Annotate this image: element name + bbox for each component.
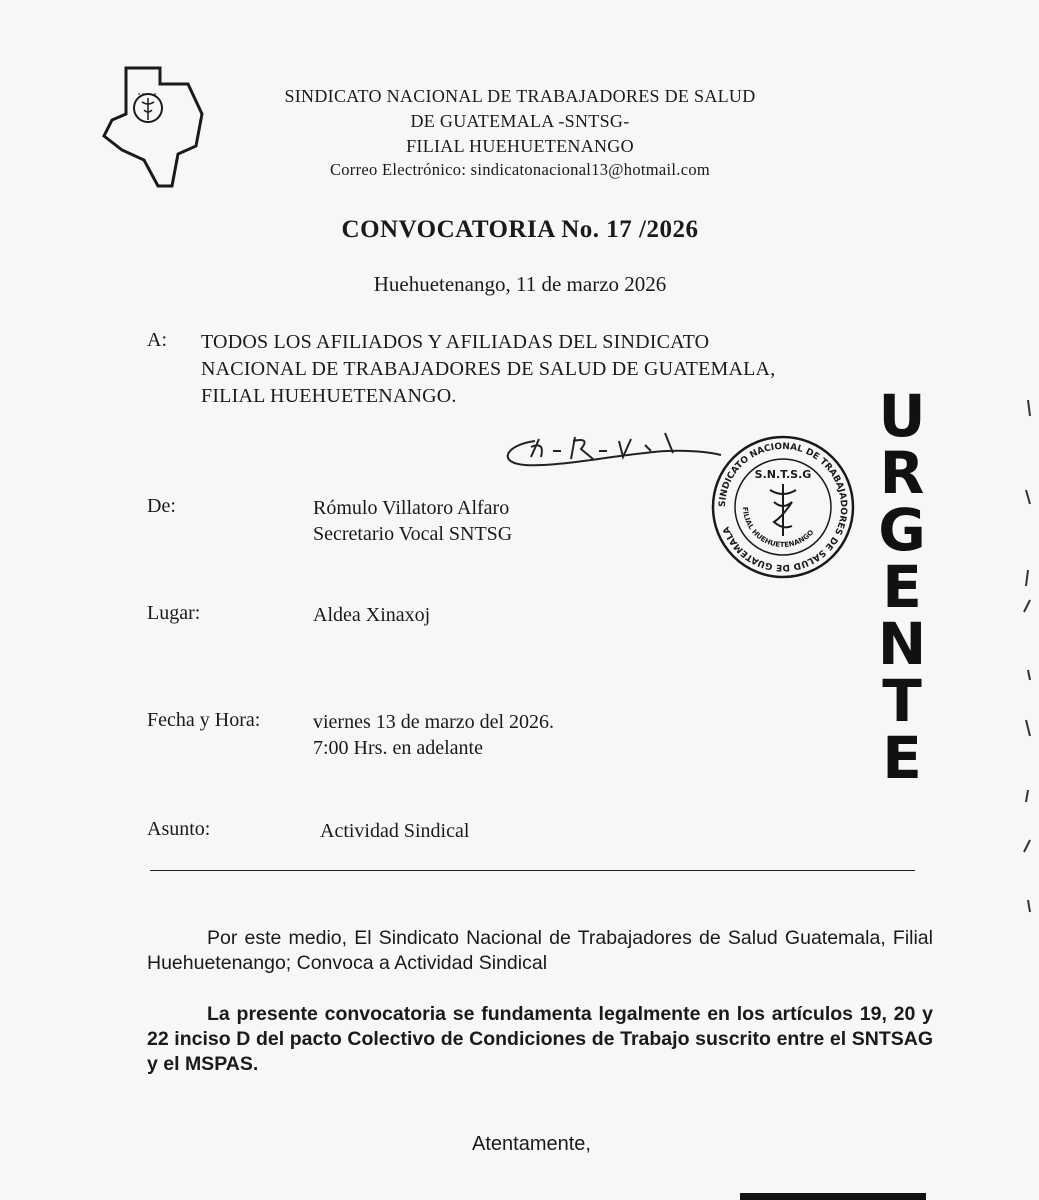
datetime-date: viernes 13 de marzo del 2026. (313, 711, 555, 733)
svg-text:FILIAL HUEHUETENANGO (741, 507, 815, 549)
urgent-letter: N (877, 610, 927, 678)
datetime-block (313, 709, 554, 761)
urgent-stamp (862, 382, 942, 792)
urgent-letter: U (878, 382, 926, 450)
stamp-outer-text: SINDICATO NACIONAL DE TRABAJADORES DE SALUD DE GUATEMALA (717, 441, 849, 573)
from-title: Secretario Vocal SNTSG (313, 523, 513, 545)
addressee-line: TODOS LOS AFILIADOS Y AFILIADAS DEL SINDICATO (201, 331, 710, 353)
place-date: Huehuetenango, 11 de marzo 2026 (373, 272, 667, 296)
document-title: CONVOCATORIA No. 17 /2026 (341, 216, 699, 243)
from-name: Rómulo Villatoro Alfaro (313, 497, 510, 519)
header-email: Correo Electrónico: sindicatonacional13@hotmail.com (329, 160, 711, 179)
handwritten-signature (495, 427, 725, 477)
subject-value: Actividad Sindical (320, 820, 470, 842)
closing-salutation: Atentamente, (472, 1133, 591, 1155)
divider-line (150, 870, 915, 871)
union-logo (98, 62, 208, 192)
place-label: Lugar: (147, 602, 201, 624)
stamp-inner-text: FILIAL HUEHUETENANGO (740, 506, 816, 550)
datetime-label: Fecha y Hora: (147, 709, 261, 731)
addressee-block (201, 329, 901, 410)
header-country: DE GUATEMALA -SNTSG- (410, 111, 630, 131)
addressee-line: FILIAL HUEHUETENANGO. (201, 385, 457, 407)
stamp-center-text: S.N.T.S.G (754, 468, 812, 481)
redaction-bar (740, 1193, 926, 1200)
urgent-letter: E (882, 553, 922, 621)
urgent-letter: G (878, 496, 926, 564)
datetime-time: 7:00 Hrs. en adelante (313, 737, 483, 759)
header-union-name: SINDICATO NACIONAL DE TRABAJADORES DE SALUD (284, 86, 756, 106)
caduceus-icon (770, 484, 796, 536)
place-value: Aldea Xinaxoj (313, 604, 431, 626)
header-branch: FILIAL HUEHUETENANGO (406, 136, 634, 156)
urgent-letter: E (882, 724, 922, 792)
addressee-label: A: (147, 329, 167, 351)
subject-label: Asunto: (147, 818, 211, 840)
body-paragraph-convocation: Por este medio, El Sindicato Nacional de Trabajadores de Salud Guatemala, Filial Huehuetenango; Convoca a Actividad Sindical (147, 927, 933, 974)
from-block (313, 495, 512, 547)
addressee-line: NACIONAL DE TRABAJADORES DE SALUD DE GUATEMALA, (201, 358, 776, 380)
urgent-letter: R (879, 439, 925, 507)
urgent-letter: T (882, 667, 922, 735)
scan-edge-marks (1018, 400, 1038, 960)
body-paragraph-legal-basis: La presente convocatoria se fundamenta legalmente en los artículos 19, 20 y 22 inciso D del pacto Colectivo de Condiciones de Trabajo suscrito entre el SNTSAG y el MSPAS. (147, 1003, 933, 1075)
from-label: De: (147, 495, 176, 517)
official-stamp (708, 432, 858, 582)
